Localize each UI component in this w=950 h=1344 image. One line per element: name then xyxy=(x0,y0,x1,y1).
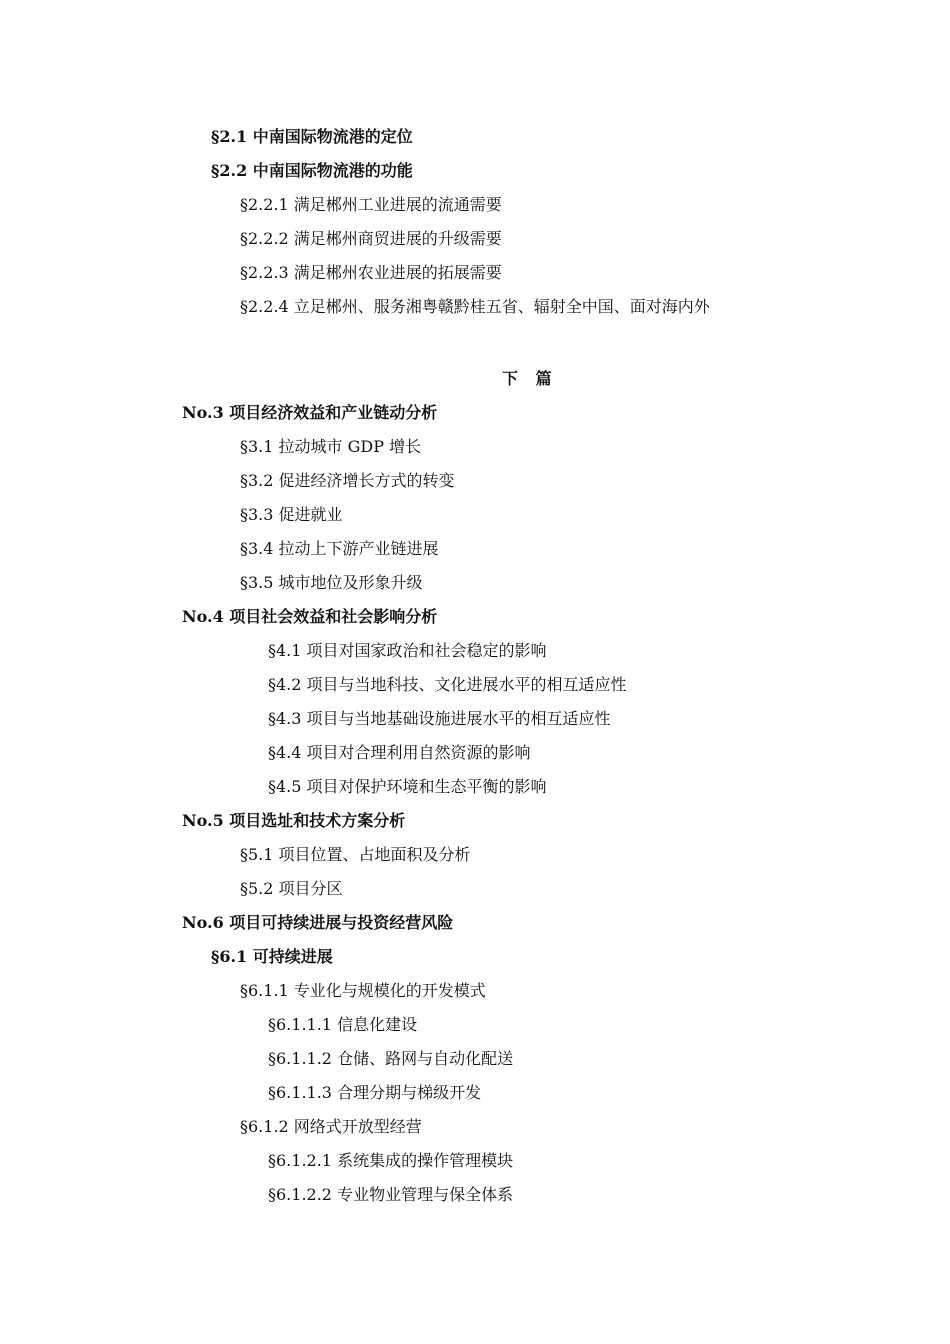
toc-entry[interactable]: §5.2 项目分区 xyxy=(240,879,343,898)
table-of-contents xyxy=(0,120,950,1212)
toc-entry[interactable]: §3.1 拉动城市 GDP 增长 xyxy=(240,437,422,456)
toc-entry[interactable]: §3.2 促进经济增长方式的转变 xyxy=(240,471,455,490)
toc-entry[interactable]: §2.2.1 满足郴州工业进展的流通需要 xyxy=(240,195,502,214)
toc-entry[interactable]: §6.1.1.1 信息化建设 xyxy=(268,1015,418,1034)
toc-chapter[interactable]: No.4 项目社会效益和社会影响分析 xyxy=(182,607,438,626)
toc-entry[interactable]: §6.1.2 网络式开放型经营 xyxy=(240,1117,422,1136)
toc-entry[interactable]: §2.2.2 满足郴州商贸进展的升级需要 xyxy=(240,229,502,248)
toc-chapter[interactable]: No.6 项目可持续进展与投资经营风险 xyxy=(182,913,454,932)
section-spacer xyxy=(0,324,950,362)
toc-chapter[interactable]: No.3 项目经济效益和产业链动分析 xyxy=(182,403,438,422)
toc-entry[interactable]: §3.3 促进就业 xyxy=(240,505,343,524)
toc-entry[interactable]: §6.1.2.2 专业物业管理与保全体系 xyxy=(268,1185,514,1204)
toc-entry[interactable]: §4.5 项目对保护环境和生态平衡的影响 xyxy=(268,777,547,796)
toc-entry[interactable]: §2.2.3 满足郴州农业进展的拓展需要 xyxy=(240,263,502,282)
toc-lower-section xyxy=(0,396,950,1212)
toc-entry[interactable]: §6.1.1.3 合理分期与梯级开发 xyxy=(268,1083,482,1102)
toc-entry[interactable]: §2.2.4 立足郴州、服务湘粤赣黔桂五省、辐射全中国、面对海内外 xyxy=(240,297,710,316)
toc-entry[interactable]: §6.1.1.2 仓储、路网与自动化配送 xyxy=(268,1049,514,1068)
toc-entry[interactable]: §4.2 项目与当地科技、文化进展水平的相互适应性 xyxy=(268,675,627,694)
toc-entry[interactable]: §3.4 拉动上下游产业链进展 xyxy=(240,539,439,558)
part-title: 下 篇 xyxy=(502,369,558,388)
toc-entry[interactable]: §4.1 项目对国家政治和社会稳定的影响 xyxy=(268,641,547,660)
toc-chapter[interactable]: No.5 项目选址和技术方案分析 xyxy=(182,811,406,830)
toc-entry[interactable]: §6.1 可持续进展 xyxy=(211,947,333,966)
toc-entry[interactable]: §4.3 项目与当地基础设施进展水平的相互适应性 xyxy=(268,709,611,728)
toc-entry[interactable]: §5.1 项目位置、占地面积及分析 xyxy=(240,845,471,864)
toc-entry[interactable]: §3.5 城市地位及形象升级 xyxy=(240,573,423,592)
toc-entry[interactable]: §2.1 中南国际物流港的定位 xyxy=(211,127,413,146)
toc-entry[interactable]: §6.1.1 专业化与规模化的开发模式 xyxy=(240,981,486,1000)
toc-entry[interactable]: §2.2 中南国际物流港的功能 xyxy=(211,161,413,180)
toc-entry[interactable]: §4.4 项目对合理利用自然资源的影响 xyxy=(268,743,531,762)
toc-entry[interactable]: §6.1.2.1 系统集成的操作管理模块 xyxy=(268,1151,514,1170)
toc-upper-section xyxy=(0,120,950,324)
